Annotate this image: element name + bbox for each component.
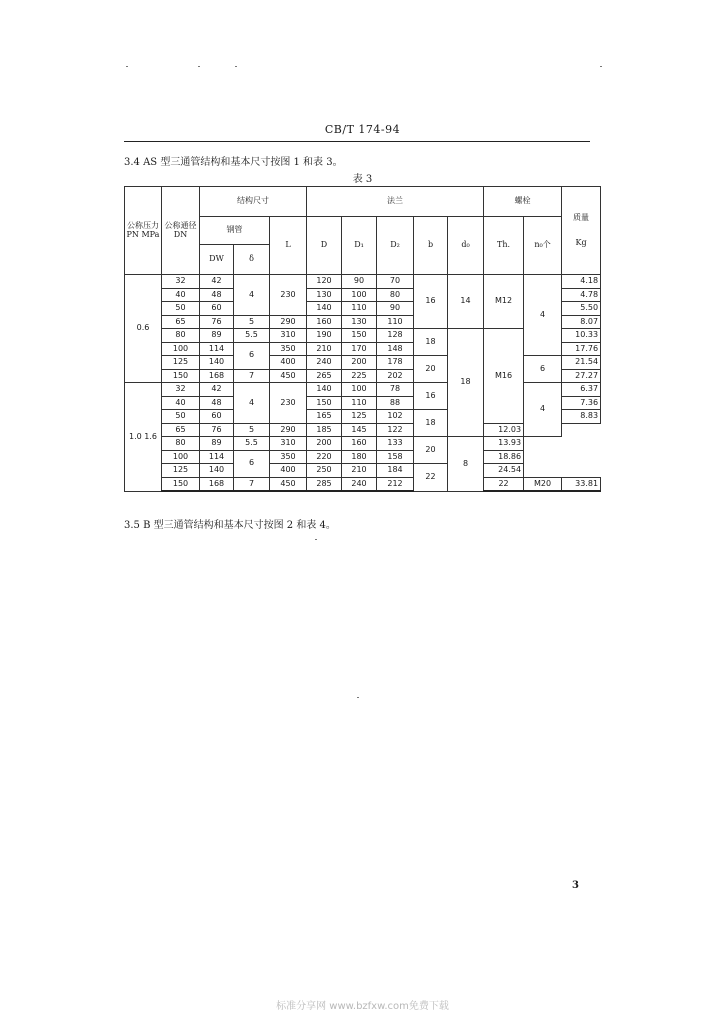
n0-cell: 8 bbox=[448, 437, 484, 492]
flange-d2-cell: 78 bbox=[377, 383, 414, 397]
dn-cell: 100 bbox=[162, 450, 200, 464]
n0-cell: 4 bbox=[524, 383, 562, 437]
header-bolt: 螺栓 bbox=[484, 187, 562, 217]
flange-d1-cell: 145 bbox=[342, 423, 377, 437]
flange-d-cell: 140 bbox=[307, 383, 342, 397]
b-cell: 20 bbox=[414, 356, 448, 383]
flange-d1-cell: 200 bbox=[342, 356, 377, 370]
b-cell: 18 bbox=[414, 410, 448, 437]
dw-cell: 48 bbox=[200, 396, 234, 410]
header-structure: 结构尺寸 bbox=[200, 187, 307, 217]
header-rule bbox=[124, 141, 590, 142]
header-weight-unit: Kg bbox=[575, 237, 587, 247]
flange-d-cell: 250 bbox=[307, 464, 342, 478]
header-pipe: 钢管 bbox=[200, 217, 270, 245]
flange-d2-cell: 202 bbox=[377, 369, 414, 383]
flange-d-cell: 160 bbox=[307, 315, 342, 329]
flange-d2-cell: 148 bbox=[377, 342, 414, 356]
dn-cell: 65 bbox=[162, 315, 200, 329]
flange-d1-cell: 90 bbox=[342, 275, 377, 289]
l-cell: 350 bbox=[270, 342, 307, 356]
b-cell: 22 bbox=[414, 464, 448, 492]
dn-cell: 150 bbox=[162, 369, 200, 383]
flange-d1-cell: 125 bbox=[342, 410, 377, 424]
th-cell: M12 bbox=[484, 275, 524, 329]
header-d2: D₂ bbox=[377, 217, 414, 275]
flange-d2-cell: 133 bbox=[377, 437, 414, 451]
weight-cell: 4.18 bbox=[562, 275, 601, 289]
b-cell: 20 bbox=[414, 437, 448, 464]
delta-cell: 7 bbox=[234, 369, 270, 383]
l-cell: 310 bbox=[270, 437, 307, 451]
n0-cell: 6 bbox=[524, 356, 562, 383]
dn-cell: 125 bbox=[162, 356, 200, 370]
l-cell: 400 bbox=[270, 356, 307, 370]
dn-cell: 65 bbox=[162, 423, 200, 437]
dw-cell: 89 bbox=[200, 329, 234, 343]
document-code: CB/T 174-94 bbox=[324, 123, 401, 136]
l-cell: 450 bbox=[270, 369, 307, 383]
flange-d-cell: 130 bbox=[307, 288, 342, 302]
header-d: D bbox=[307, 217, 342, 275]
header-d0: d₀ bbox=[448, 217, 484, 275]
flange-d-cell: 220 bbox=[307, 450, 342, 464]
l-cell: 230 bbox=[270, 383, 307, 424]
flange-d2-cell: 110 bbox=[377, 315, 414, 329]
dn-cell: 80 bbox=[162, 329, 200, 343]
flange-d-cell: 285 bbox=[307, 477, 342, 491]
flange-d-cell: 200 bbox=[307, 437, 342, 451]
d0-cell: 18 bbox=[448, 329, 484, 437]
header-flange: 法兰 bbox=[307, 187, 484, 217]
delta-cell: 6 bbox=[234, 342, 270, 369]
flange-d2-cell: 178 bbox=[377, 356, 414, 370]
dw-cell: 48 bbox=[200, 288, 234, 302]
dw-cell: 114 bbox=[200, 450, 234, 464]
flange-d1-cell: 240 bbox=[342, 477, 377, 491]
dw-cell: 140 bbox=[200, 464, 234, 478]
dn-cell: 32 bbox=[162, 275, 200, 289]
dn-cell: 150 bbox=[162, 477, 200, 491]
delta-cell: 7 bbox=[234, 477, 270, 491]
dn-cell: 32 bbox=[162, 383, 200, 397]
header-weight bbox=[562, 187, 601, 275]
flange-d-cell: 140 bbox=[307, 302, 342, 316]
header-d1: D₁ bbox=[342, 217, 377, 275]
n0-cell: 4 bbox=[524, 275, 562, 356]
l-cell: 350 bbox=[270, 450, 307, 464]
l-cell: 400 bbox=[270, 464, 307, 478]
flange-d2-cell: 70 bbox=[377, 275, 414, 289]
flange-d-cell: 210 bbox=[307, 342, 342, 356]
dn-cell: 125 bbox=[162, 464, 200, 478]
delta-cell: 4 bbox=[234, 383, 270, 424]
flange-d-cell: 120 bbox=[307, 275, 342, 289]
flange-d1-cell: 210 bbox=[342, 464, 377, 478]
flange-d2-cell: 122 bbox=[377, 423, 414, 437]
header-weight-label: 质量 bbox=[573, 212, 590, 222]
d0-cell: 14 bbox=[448, 275, 484, 329]
weight-cell: 18.86 bbox=[484, 450, 524, 464]
flange-d1-cell: 110 bbox=[342, 396, 377, 410]
header-th: Th. bbox=[484, 217, 524, 275]
dw-cell: 114 bbox=[200, 342, 234, 356]
weight-cell: 17.76 bbox=[562, 342, 601, 356]
dw-cell: 89 bbox=[200, 437, 234, 451]
weight-cell: 7.36 bbox=[562, 396, 601, 410]
weight-cell: 24.54 bbox=[484, 464, 524, 478]
flange-d1-cell: 100 bbox=[342, 383, 377, 397]
flange-d2-cell: 102 bbox=[377, 410, 414, 424]
l-cell: 230 bbox=[270, 275, 307, 316]
dw-cell: 60 bbox=[200, 410, 234, 424]
dn-cell: 40 bbox=[162, 288, 200, 302]
header-dn: 公称通径DN bbox=[162, 187, 200, 275]
weight-cell: 13.93 bbox=[484, 437, 524, 451]
dn-cell: 80 bbox=[162, 437, 200, 451]
flange-d-cell: 165 bbox=[307, 410, 342, 424]
flange-d1-cell: 150 bbox=[342, 329, 377, 343]
dw-cell: 140 bbox=[200, 356, 234, 370]
weight-cell: 10.33 bbox=[562, 329, 601, 343]
dw-cell: 168 bbox=[200, 477, 234, 491]
flange-d2-cell: 128 bbox=[377, 329, 414, 343]
flange-d-cell: 190 bbox=[307, 329, 342, 343]
header-n0: n₀个 bbox=[524, 217, 562, 275]
weight-cell: 33.81 bbox=[562, 477, 601, 491]
b-cell: 16 bbox=[414, 275, 448, 329]
flange-d2-cell: 184 bbox=[377, 464, 414, 478]
delta-cell: 5 bbox=[234, 315, 270, 329]
flange-d2-cell: 90 bbox=[377, 302, 414, 316]
flange-d2-cell: 212 bbox=[377, 477, 414, 491]
dw-cell: 42 bbox=[200, 275, 234, 289]
section-3-4: 3.4 AS 型三通管结构和基本尺寸按图 1 和表 3。 bbox=[124, 157, 343, 168]
flange-d1-cell: 225 bbox=[342, 369, 377, 383]
header-l: L bbox=[270, 217, 307, 275]
dw-cell: 60 bbox=[200, 302, 234, 316]
spec-table bbox=[124, 186, 601, 492]
page-number: 3 bbox=[572, 880, 579, 891]
pn-cell: 0.6 bbox=[125, 275, 162, 383]
dw-cell: 76 bbox=[200, 315, 234, 329]
flange-d1-cell: 160 bbox=[342, 437, 377, 451]
delta-cell: 6 bbox=[234, 450, 270, 477]
delta-cell: 5.5 bbox=[234, 329, 270, 343]
weight-cell: 12.03 bbox=[484, 423, 524, 437]
section-3-5: 3.5 B 型三通管结构和基本尺寸按图 2 和表 4。 bbox=[124, 520, 336, 531]
weight-cell: 21.54 bbox=[562, 356, 601, 370]
flange-d2-cell: 80 bbox=[377, 288, 414, 302]
dw-cell: 168 bbox=[200, 369, 234, 383]
flange-d1-cell: 100 bbox=[342, 288, 377, 302]
header-delta: δ bbox=[234, 245, 270, 275]
flange-d1-cell: 180 bbox=[342, 450, 377, 464]
l-cell: 310 bbox=[270, 329, 307, 343]
weight-cell: 8.83 bbox=[562, 410, 601, 424]
th-cell: M20 bbox=[524, 477, 562, 491]
delta-cell: 5.5 bbox=[234, 437, 270, 451]
watermark-text: 标准分享网 www.bzfxw.com免费下载 bbox=[276, 1001, 449, 1012]
dn-cell: 50 bbox=[162, 410, 200, 424]
weight-cell: 6.37 bbox=[562, 383, 601, 397]
pn-cell: 1.0 1.6 bbox=[125, 383, 162, 492]
l-cell: 450 bbox=[270, 477, 307, 491]
dw-cell: 76 bbox=[200, 423, 234, 437]
b-cell: 18 bbox=[414, 329, 448, 356]
dn-cell: 100 bbox=[162, 342, 200, 356]
delta-cell: 4 bbox=[234, 275, 270, 316]
l-cell: 290 bbox=[270, 315, 307, 329]
weight-cell: 5.50 bbox=[562, 302, 601, 316]
flange-d1-cell: 110 bbox=[342, 302, 377, 316]
d0-cell: 22 bbox=[484, 477, 524, 491]
header-b: b bbox=[414, 217, 448, 275]
flange-d1-cell: 170 bbox=[342, 342, 377, 356]
header-pn: 公称压力PN MPa bbox=[125, 187, 162, 275]
header-dw: DW bbox=[200, 245, 234, 275]
flange-d1-cell: 130 bbox=[342, 315, 377, 329]
flange-d-cell: 185 bbox=[307, 423, 342, 437]
dn-cell: 40 bbox=[162, 396, 200, 410]
delta-cell: 5 bbox=[234, 423, 270, 437]
l-cell: 290 bbox=[270, 423, 307, 437]
dn-cell: 50 bbox=[162, 302, 200, 316]
th-cell: M16 bbox=[484, 329, 524, 424]
flange-d-cell: 265 bbox=[307, 369, 342, 383]
flange-d-cell: 240 bbox=[307, 356, 342, 370]
table-title: 表 3 bbox=[352, 174, 373, 185]
flange-d-cell: 150 bbox=[307, 396, 342, 410]
weight-cell: 27.27 bbox=[562, 369, 601, 383]
weight-cell: 4.78 bbox=[562, 288, 601, 302]
weight-cell: 8.07 bbox=[562, 315, 601, 329]
b-cell: 16 bbox=[414, 383, 448, 410]
dw-cell: 42 bbox=[200, 383, 234, 397]
flange-d2-cell: 158 bbox=[377, 450, 414, 464]
flange-d2-cell: 88 bbox=[377, 396, 414, 410]
